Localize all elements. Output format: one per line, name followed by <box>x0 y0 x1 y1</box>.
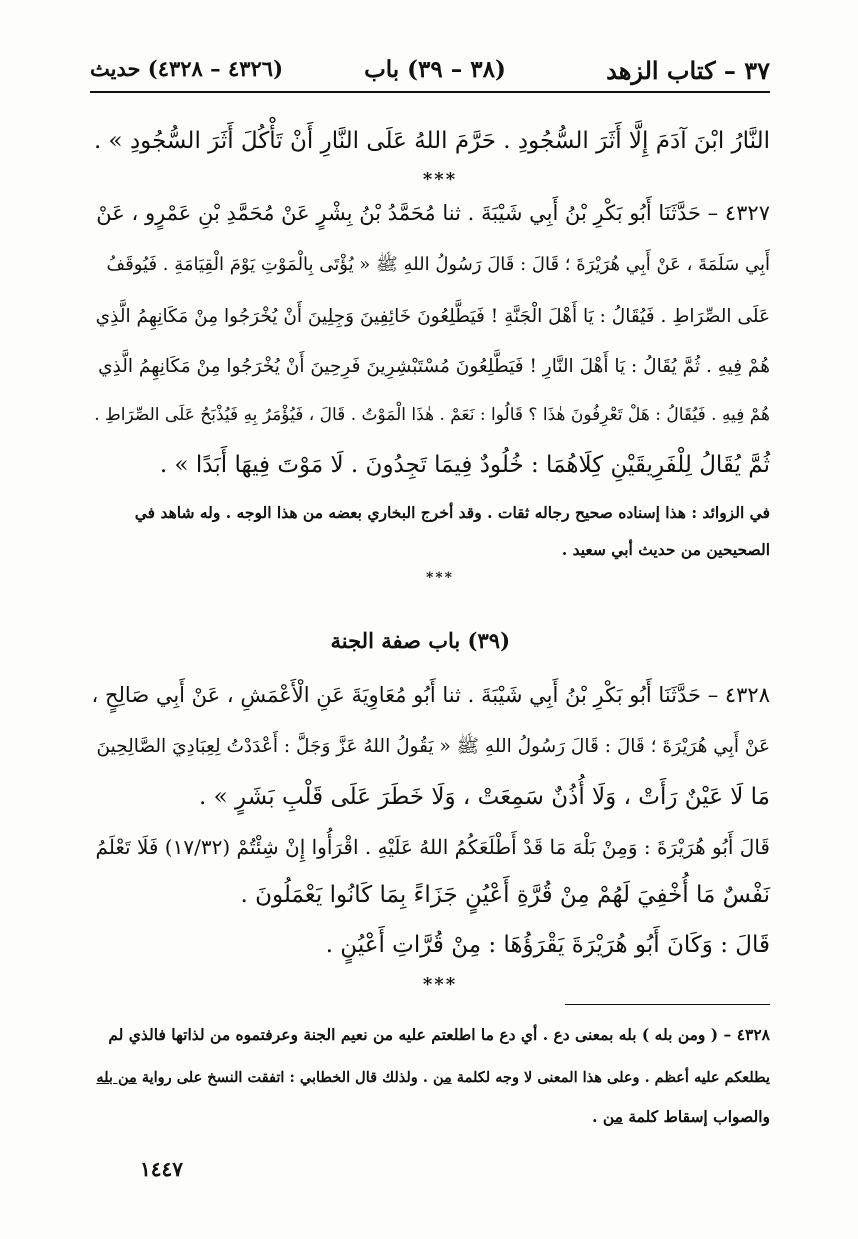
header-rule <box>90 91 770 93</box>
underlined-phrase: من بله <box>96 1069 137 1086</box>
footnote-rule <box>565 1004 770 1005</box>
hadith-4328-line-1: ٤٣٢٨ – حَدَّثَنَا أَبُو بَكْرِ بْنُ أَبِي شَيْبَةَ . ثنا أَبُو مُعَاوِيَةَ عَنِ الْأَعْمَشِ ، عَنْ أَبِي صَالِحٍ ، <box>91 683 770 707</box>
hadith-4327-line-2: أَبِي سَلَمَةَ ، عَنْ أَبِي هُرَيْرَةَ ؛ قَالَ : قَالَ رَسُولُ اللهِ ﷺ « يُؤْتَى بِالْمَوْتِ يَوْمَ الْقِيَامَةِ . فَيُوقَفُ <box>106 254 770 275</box>
hadith-4328-line-4: قَالَ أَبُو هُرَيْرَةَ : وَمِنْ بَلْهَ مَا قَدْ أَطْلَعَكُمُ اللهُ عَلَيْهِ . اقْرَأُوا إِنْ شِئْتُمْ (١٧/٣٢) فَلَا تَعْلَمُ <box>95 835 770 859</box>
hadith-4328-line-2: عَنْ أَبِي هُرَيْرَةَ ؛ قَالَ : قَالَ رَسُولُ اللهِ ﷺ « يَقُولُ اللهُ عَزَّ وَجَلَّ : أَعْدَدْتُ لِعِبَادِيَ الصَّالِحِينَ <box>96 736 770 757</box>
hadith-4328-line-5: نَفْسٌ مَا أُخْفِيَ لَهُمْ مِنْ قُرَّةِ أَعْيُنٍ جَزَاءً بِمَا كَانُوا يَعْمَلُونَ . <box>240 882 770 908</box>
bab-39-title: (٣٩) باب صفة الجنة <box>330 628 510 653</box>
hadith-4327-line-6: ثُمَّ يُقَالُ لِلْفَرِيقَيْنِ كِلَاهُمَا : خُلُودٌ فِيمَا تَجِدُونَ . لَا مَوْتَ فِيهَا أَبَدًا » . <box>159 452 770 478</box>
zawaid-note-line-2: الصحيحين من حديث أبي سعيد . <box>561 540 770 559</box>
zawaid-note-line-1: في الزوائد : هذا إسناده صحيح رجاله ثقات . وقد أخرج البخاري بعضه من هذا الوجه . وله شاهد في <box>134 503 770 522</box>
hadith-4327-line-3: عَلَى الصِّرَاطِ . فَيُقَالُ : يَا أَهْلَ الْجَنَّةِ ! فَيَطَّلِعُونَ خَائِفِينَ وَجِلِينَ أَنْ يُخْرَجُوا مِنْ مَكَانِهِمُ الَّذِي <box>95 306 770 327</box>
hadith-4327-line-4: هُمْ فِيهِ . ثُمَّ يُقَالُ : يَا أَهْلَ النَّارِ ! فَيَطَّلِعُونَ مُسْتَبْشِرِينَ فَرِحِينَ أَنْ يُخْرَجُوا مِنْ مَكَانِهِمُ الَّذِي <box>98 356 770 377</box>
end-stars: *** <box>422 974 458 995</box>
footnote-line-2: يطلعكم عليه أعظم . وعلى هذا المعنى لا وجه لكلمة من . ولذلك قال الخطابي : اتفقت النسخ على رواية من بله <box>96 1069 770 1086</box>
chapter-heading: ٣٧ – كتاب الزهد <box>606 56 770 85</box>
footnote-line-3: والصواب إسقاط كلمة من . <box>592 1107 770 1126</box>
hadith-range: (٤٣٢٦ – ٤٣٢٨) حديث <box>90 56 284 81</box>
hadith-4327-line-1: ٤٣٢٧ – حَدَّثَنَا أَبُو بَكْرِ بْنُ أَبِي شَيْبَةَ . ثنا مُحَمَّدُ بْنُ بِشْرٍ عَنْ مُحَمَّدِ بْنِ عَمْرٍو ، عَنْ <box>96 201 770 225</box>
separator-stars: *** <box>422 169 458 190</box>
underlined-word: من <box>432 1069 452 1086</box>
bab-range: (٣٨ – ٣٩) باب <box>364 56 506 83</box>
underlined-word: من <box>602 1107 623 1126</box>
hadith-4328-line-6: قَالَ : وَكَانَ أَبُو هُرَيْرَةَ يَقْرَؤُهَا : مِنْ قُرَّاتِ أَعْيُنٍ . <box>325 932 770 958</box>
footnote-line-1: ٤٣٢٨ – ( ومن بله ) بله بمعنى دع . أي دع ما اطلعتم عليه من نعيم الجنة وعرفتموه من لذاتها فالذي لم <box>108 1025 770 1044</box>
section-mark: *** <box>426 570 454 586</box>
page-number: ١٤٤٧ <box>140 1157 183 1181</box>
continuation-line: النَّارُ ابْنَ آدَمَ إِلَّا أَثَرَ السُّجُودِ . حَرَّمَ اللهُ عَلَى النَّارِ أَنْ تَأْكُلَ أَثَرَ السُّجُودِ » . <box>93 128 770 154</box>
hadith-4327-line-5: هُمْ فِيهِ . فَيُقَالُ : هَلْ تَعْرِفُونَ هٰذَا ؟ قَالُوا : نَعَمْ . هٰذَا الْمَوْتُ . قَالَ ، فَيُؤْمَرُ بِهِ فَيُذْبَحُ عَلَى الصِّرَاطِ . <box>94 405 770 425</box>
hadith-4328-line-3: مَا لَا عَيْنٌ رَأَتْ ، وَلَا أُذُنٌ سَمِعَتْ ، وَلَا خَطَرَ عَلَى قَلْبِ بَشَرٍ » . <box>199 784 770 810</box>
